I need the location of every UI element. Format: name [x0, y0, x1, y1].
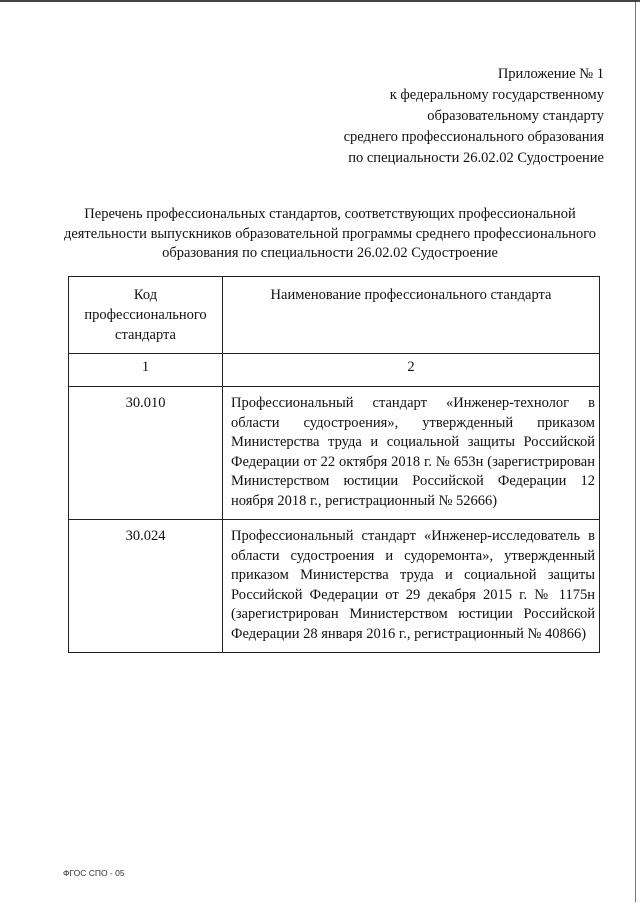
appendix-line-1: Приложение № 1 — [497, 66, 604, 82]
table-row — [69, 520, 600, 653]
standard-code-cell: 30.010 — [69, 387, 223, 520]
scan-right-edge — [635, 2, 636, 902]
appendix-line-4: среднего профессионального образования — [343, 129, 604, 145]
table-row — [69, 387, 600, 520]
appendix-line-3: образовательному стандарту — [427, 108, 604, 124]
appendix-block — [344, 64, 604, 169]
standard-name-cell: Профессиональный стандарт «Инженер-технолог в области судостроения», утвержденный приказом Министерства труда и социальной защиты Российской Федерации от 22 октября 2018 г. № 653н (зарегистрирован Министерством юстиции Российской Федерации 12 ноября 2018 г., регистрационный № 52666) — [223, 387, 600, 520]
header-name-cell: Наименование профессионального стандарта — [223, 277, 600, 354]
header-code-cell: Код профессионального стандарта — [69, 277, 223, 354]
scan-top-edge — [0, 0, 640, 2]
column-number-1: 1 — [69, 354, 223, 387]
footer-mark: ФГОС СПО - 05 — [63, 868, 125, 878]
column-number-2: 2 — [223, 354, 600, 387]
standard-code-cell: 30.024 — [69, 520, 223, 653]
appendix-line-5: по специальности 26.02.02 Судостроение — [348, 150, 604, 166]
standards-table — [68, 276, 600, 653]
document-heading: Перечень профессиональных стандартов, соответствующих профессиональной деятельности выпускников образовательной программы среднего профессионального образования по специальности 26.02.02 Судостроение — [63, 206, 597, 261]
standard-name-cell: Профессиональный стандарт «Инженер-исследователь в области судостроения и судоремонта», утвержденный приказом Министерства труда и социальной защиты Российской Федерации от 29 декабря 2015 г. № 1175н (зарегистрирован Министерством юстиции Российской Федерации 28 января 2016 г., регистрационный № 40866) — [223, 520, 600, 653]
column-number-row — [69, 354, 600, 387]
appendix-line-2: к федеральному государственному — [389, 87, 604, 103]
table-header-row — [69, 277, 600, 354]
